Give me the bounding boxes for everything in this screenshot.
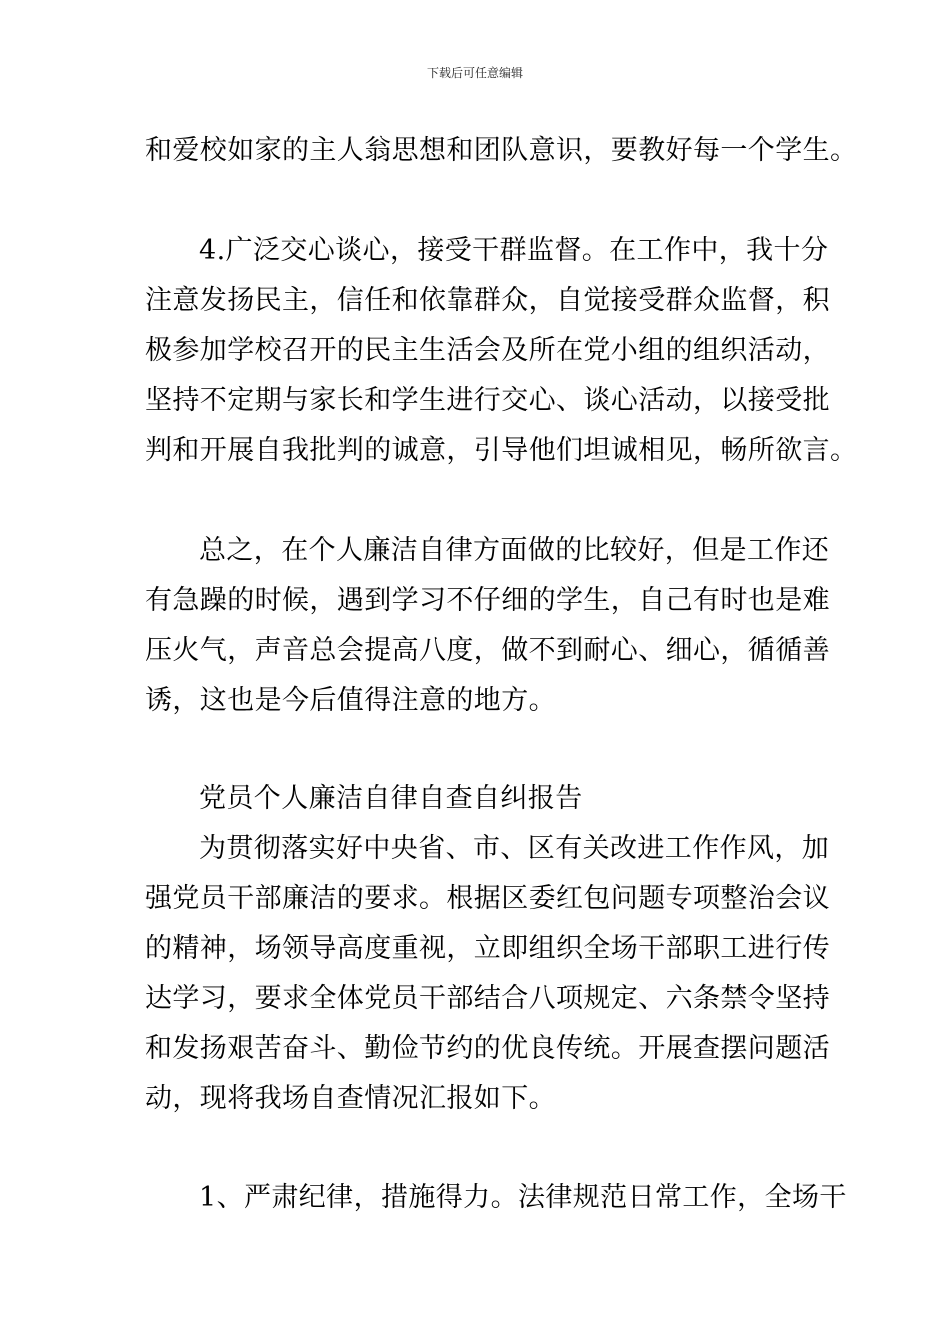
text-line: 的精神，场领导高度重视，立即组织全场干部职工进行传 — [145, 933, 830, 964]
text-line: 诱，这也是今后值得注意的地方。 — [145, 685, 556, 716]
text-line: 压火气，声音总会提高八度，做不到耐心、细心，循循善 — [145, 635, 830, 666]
text-line: 和爱校如家的主人翁思想和团队意识，要教好每一个学生。 — [145, 135, 858, 166]
text-line: 和发扬艰苦奋斗、勤俭节约的优良传统。开展查摆问题活 — [145, 1033, 830, 1064]
text-line: 极参加学校召开的民主生活会及所在党小组的组织活动， — [145, 335, 830, 366]
text-line: 为贯彻落实好中央省、市、区有关改进工作作风，加 — [199, 833, 830, 864]
text-line: 1、严肃纪律，措施得力。法律规范日常工作，全场干 — [199, 1182, 847, 1213]
text-line: 有急躁的时候，遇到学习不仔细的学生，自己有时也是难 — [145, 585, 830, 616]
text-line: 坚持不定期与家长和学生进行交心、谈心活动，以接受批 — [145, 385, 830, 416]
text-line: 强党员干部廉洁的要求。根据区委红包问题专项整治会议 — [145, 883, 830, 914]
text-line: 4.广泛交心谈心，接受干群监督。在工作中，我十分 — [199, 235, 829, 266]
text-line: 总之，在个人廉洁自律方面做的比较好，但是工作还 — [199, 535, 830, 566]
text-line: 动，现将我场自查情况汇报如下。 — [145, 1083, 556, 1114]
text-line: 达学习，要求全体党员干部结合八项规定、六条禁令坚持 — [145, 983, 830, 1014]
text-line: 注意发扬民主，信任和依靠群众，自觉接受群众监督，积 — [145, 285, 830, 316]
text-line: 判和开展自我批判的诚意，引导他们坦诚相见，畅所欲言。 — [145, 435, 858, 466]
section-title: 党员个人廉洁自律自查自纠报告 — [199, 783, 583, 814]
page-header: 下载后可任意编辑 — [426, 66, 523, 80]
